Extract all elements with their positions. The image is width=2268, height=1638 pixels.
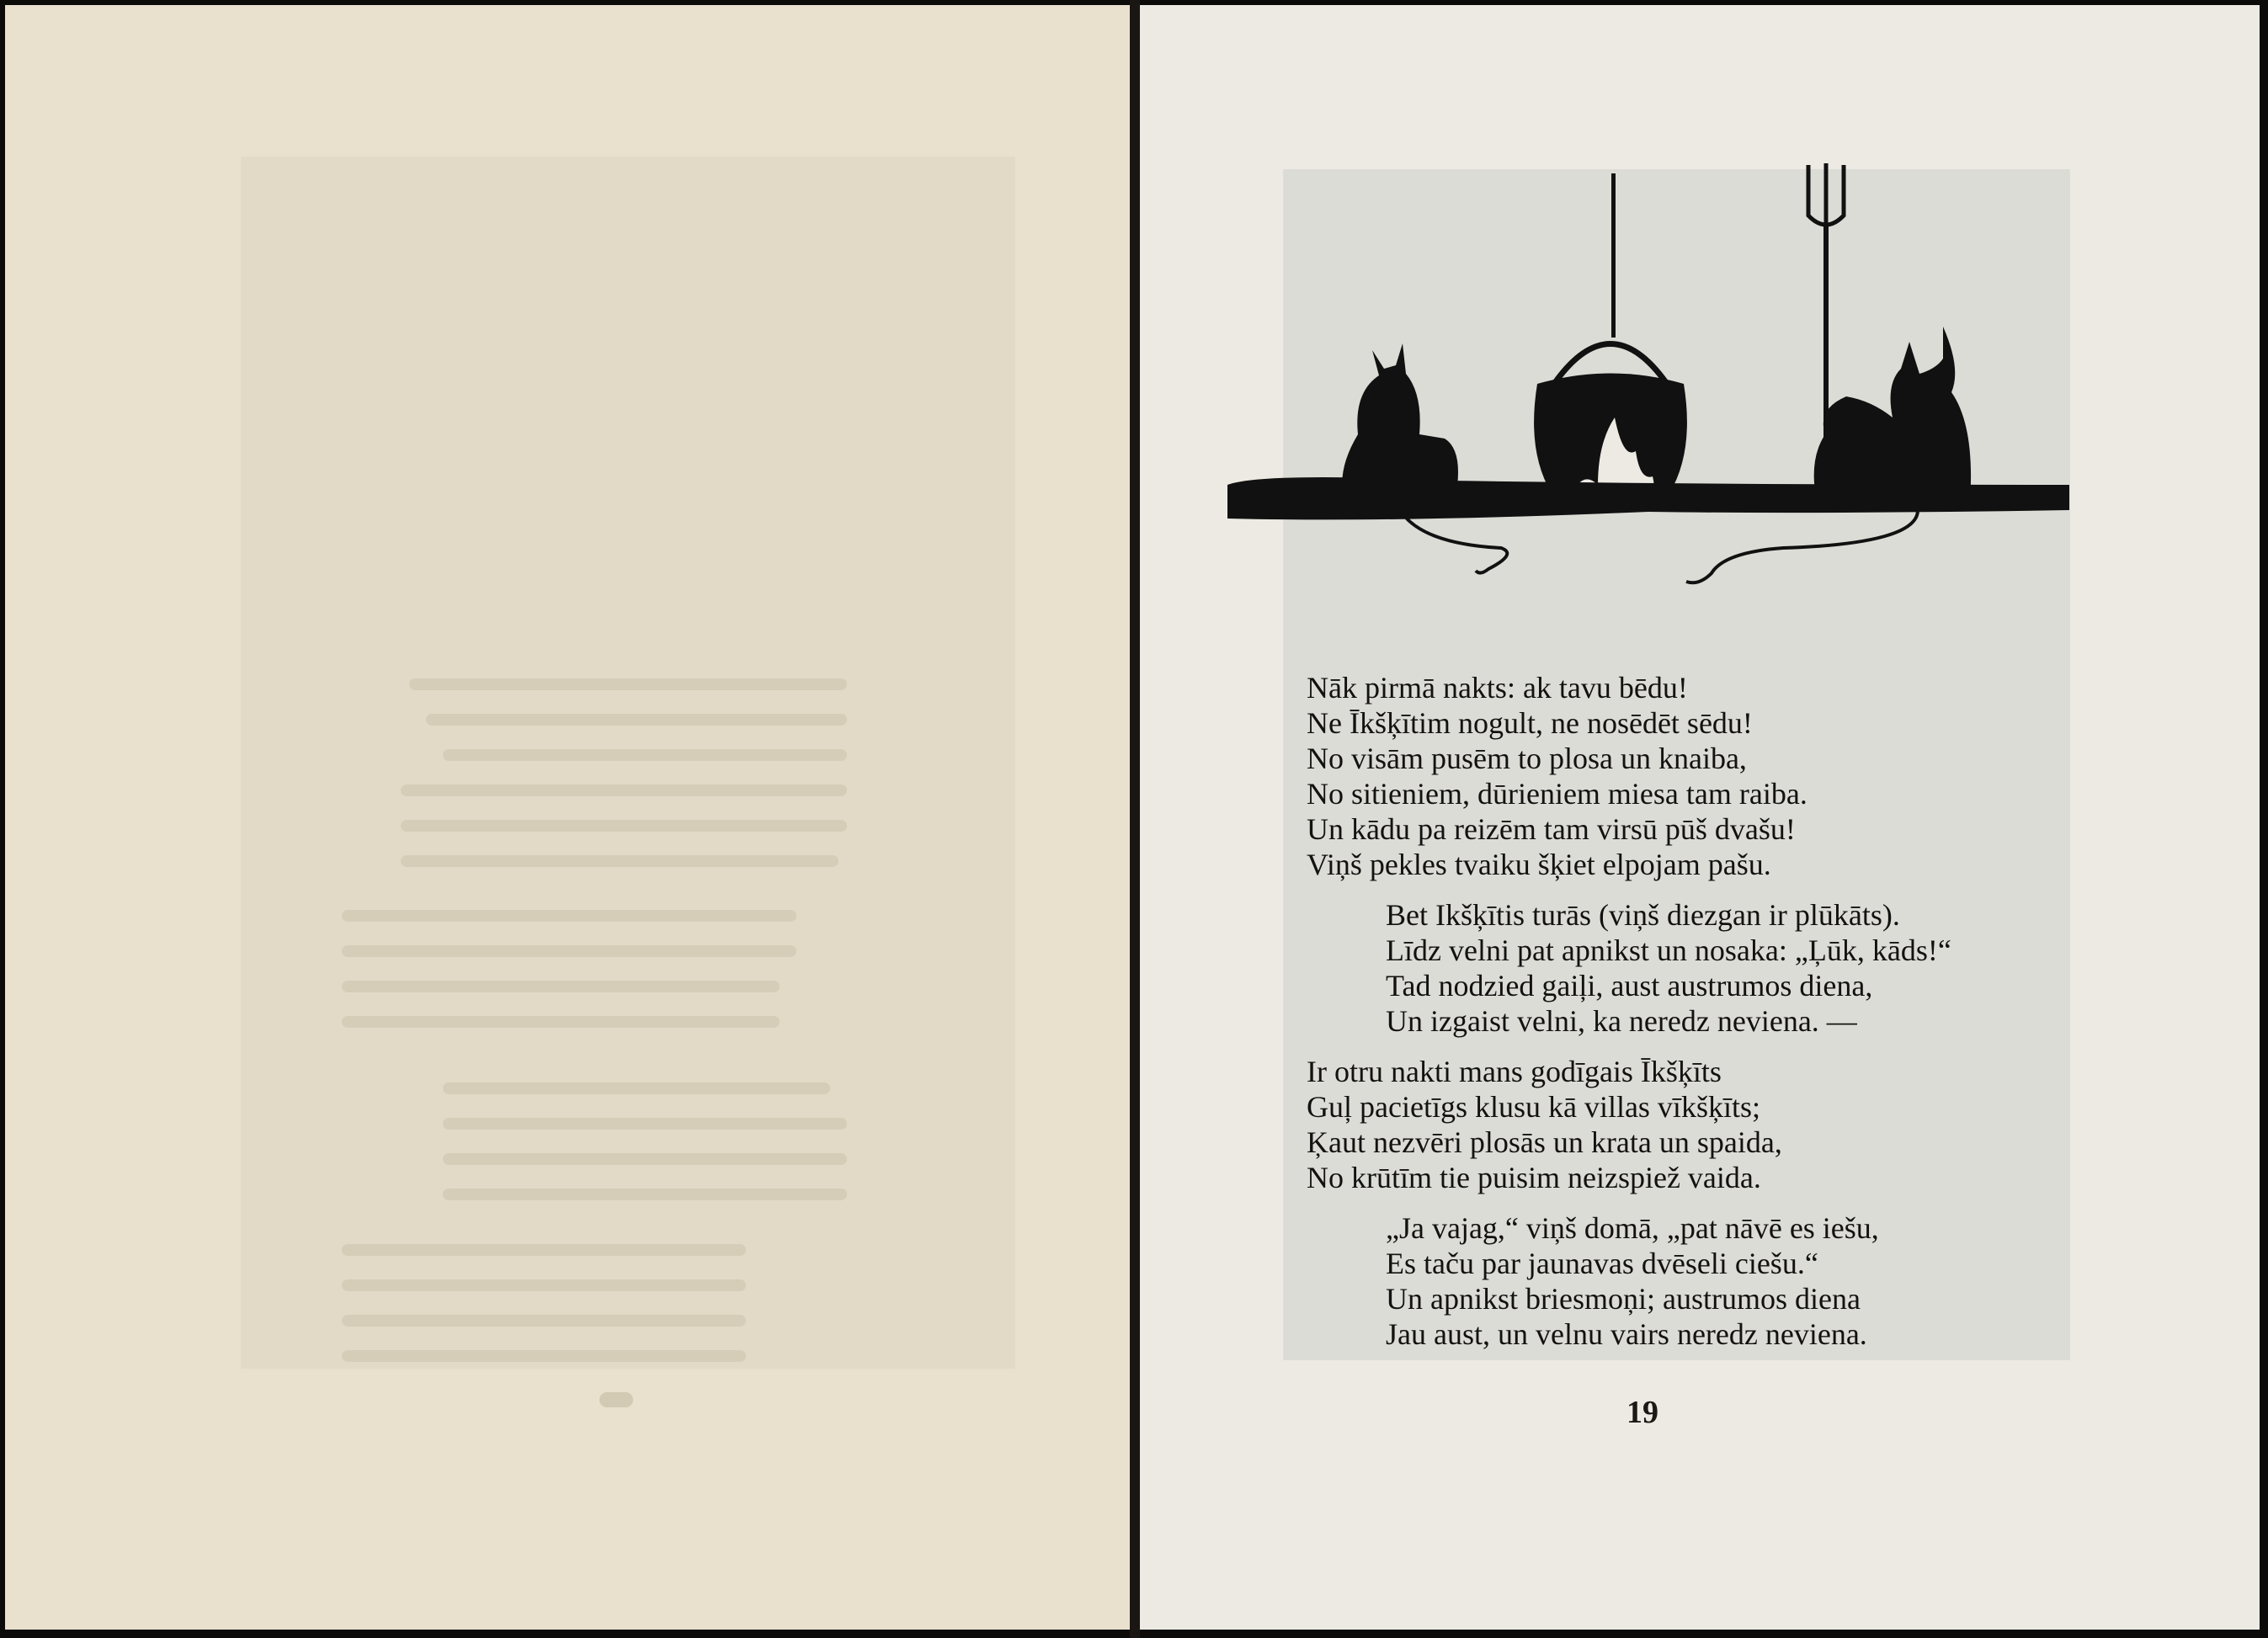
show-through-text-line [342, 945, 796, 957]
poem-line: Bet Ikšķītis turās (viņš diezgan ir plūkāts). [1386, 898, 1900, 932]
poem-line: „Ja vajag,“ viņš domā, „pat nāvē es iešu, [1386, 1211, 1879, 1245]
show-through-text-line [443, 1153, 847, 1165]
show-through-text-line [342, 981, 780, 992]
show-through-text-line [409, 678, 847, 690]
poem-line: Un apnikst briesmoņi; austrumos diena [1386, 1282, 1861, 1316]
poem-line: Nāk pirmā nakts: ak tavu bēdu! [1307, 671, 1688, 705]
show-through-text-line [443, 1082, 830, 1094]
show-through-page-number [599, 1392, 633, 1407]
show-through-text-line [443, 1189, 847, 1200]
show-through-illustration [241, 157, 1015, 1369]
poem-line: No sitieniem, dūrieniem miesa tam raiba. [1307, 777, 1807, 811]
poem-line: Viņš pekles tvaiku šķiet elpojam pašu. [1307, 848, 1771, 881]
right-devil-tail [1686, 510, 1918, 582]
show-through-text-line [426, 714, 847, 726]
poem-line: Es taču par jaunavas dvēseli ciešu.“ [1386, 1247, 1818, 1280]
left-devil-tail [1400, 510, 1507, 573]
page-number: 19 [1626, 1395, 1658, 1430]
stanza-2 [1386, 897, 2031, 1039]
poem-line: Līdz velni pat apnikst un nosaka: „Ļūk, kāds!“ [1386, 933, 1951, 967]
show-through-text-line [443, 749, 847, 761]
show-through-text-line [401, 820, 847, 832]
show-through-text-line [401, 855, 839, 867]
poem-line: No krūtīm tie puisim neizspiež vaida. [1307, 1161, 1761, 1194]
poem-line: Tad nodzied gaiļi, aust austrumos diena, [1386, 969, 1873, 1002]
show-through-text-line [443, 1118, 847, 1130]
poem-line: Guļ pacietīgs klusu kā villas vīkšķīts; [1307, 1090, 1760, 1124]
book-gutter [1130, 0, 1140, 1638]
show-through-text-line [342, 1279, 746, 1291]
poem-text [1307, 670, 2031, 1367]
stanza-4 [1386, 1210, 2031, 1352]
show-through-text-line [342, 910, 796, 922]
stanza-1 [1307, 670, 2031, 882]
poem-line: No visām pusēm to plosa un knaiba, [1307, 742, 1747, 775]
right-page-recto [1140, 5, 2260, 1630]
poem-line: Un kādu pa reizēm tam virsū pūš dvašu! [1307, 812, 1796, 846]
right-devil [1814, 327, 1971, 502]
poem-line: Un izgaist velni, ka neredz neviena. — [1386, 1004, 1857, 1038]
show-through-text-line [401, 784, 847, 796]
stanza-3 [1307, 1054, 2031, 1195]
poem-line: Ne Īkšķītim nogult, ne nosēdēt sēdu! [1307, 706, 1753, 740]
cauldron-hook [1611, 173, 1616, 338]
trident-icon [1808, 163, 1844, 228]
poem-line: Ir otru nakti mans godīgais Īkšķīts [1307, 1055, 1722, 1088]
poem-line: Jau aust, un velnu vairs neredz neviena. [1386, 1317, 1867, 1351]
show-through-text-line [342, 1350, 746, 1362]
show-through-text-line [342, 1244, 746, 1256]
devils-cauldron-silhouette [1227, 148, 2069, 611]
poem-line: Ķaut nezvēri plosās un krata un spaida, [1307, 1125, 1782, 1159]
left-page-verso [5, 5, 1130, 1630]
show-through-text-line [342, 1315, 746, 1327]
show-through-text-line [342, 1016, 780, 1028]
